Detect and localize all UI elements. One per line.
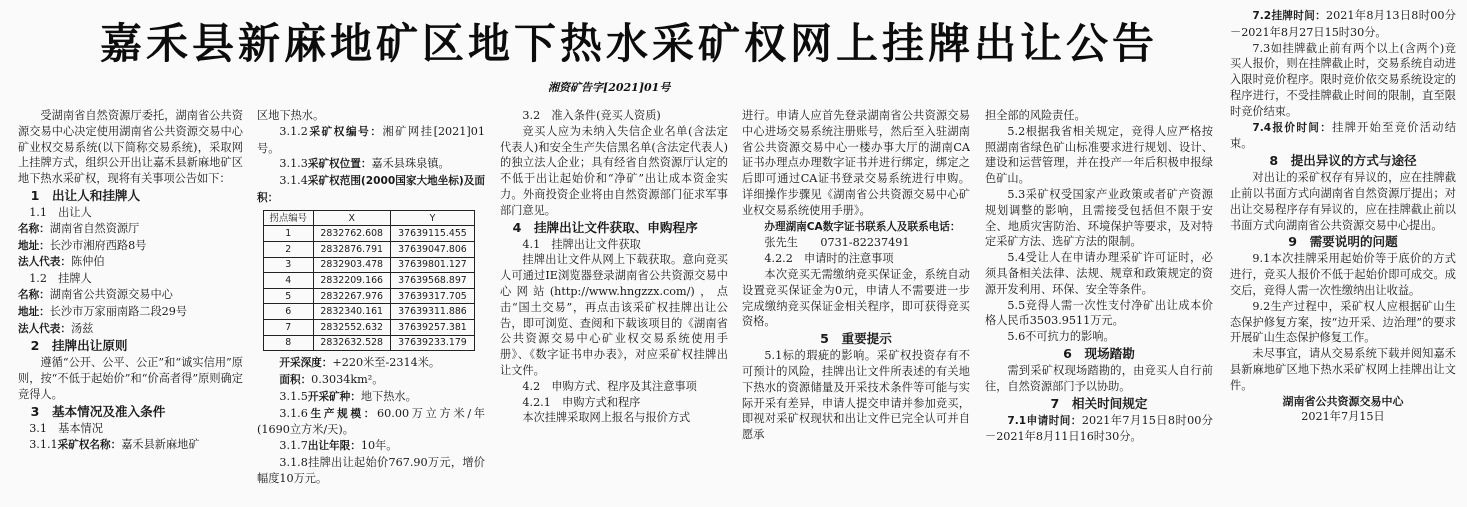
coordinate-table [263,210,475,351]
column-6 [1230,8,1456,503]
section-7-1: 7.1申请时间：2021年7月15日8时00分－2021年8月11日16时30分。 [985,413,1213,444]
section-5-3: 5.3采矿权受国家产业政策或者矿产资源规划调整的影响，且需接受包括但不限于安全、地质灾害防治、环境保护等要求，及对特定采矿方法、选矿方法的限制。 [985,187,1213,249]
table-cell: 37639801.127 [390,257,474,273]
section-5-6: 5.6不可抗力的影响。 [1007,330,1115,344]
section-2-heading: 2 挂牌出让原则 [30,338,128,354]
section-3-2-text: 竞买人应为未纳入失信企业名单(含法定代表人)和安全生产失信黑名单(含法定代表人)的独立法人企业；具有经省自然资源厅认定的不低于出让起始价和“净矿”出让成本资金实力。外商投资企业将由自然资源部门征求军事部门意见。 [500,124,728,217]
section-7-2: 7.2挂牌时间：2021年8月13日8时00分－2021年8月27日15时30分。 [1230,9,1456,39]
table-cell: 2832762.608 [313,226,390,242]
notice-date: 2021年7月15日 [1301,410,1385,424]
table-cell: 6 [264,304,314,320]
table-cell: 5 [264,288,314,304]
table-row [264,257,475,273]
section-5-1: 5.1标的瑕疵的影响。采矿权投资存有不可预计的风险，挂牌出让文件所表述的有关地下热水的资源储量及开采技术条件等可能与实际开采有差异，申请人提交申请并参加竞买，即视对采矿权现状和出让文件已完全认可并自愿承 [742,349,970,442]
section-4-2-1-text: 本次挂牌采取网上报名与报价方式 [522,411,691,425]
section-3-1-2: 3.1.2采矿权编号：湘矿网挂[2021]01号。 [257,124,485,155]
table-header-cell: X [313,210,390,226]
table-row [264,273,475,289]
section-9-heading: 9 需要说明的问题 [1288,234,1398,250]
section-3-1-1: 3.1.1采矿权名称：嘉禾县新麻地矿 [29,437,200,451]
table-cell: 37639257.381 [390,319,474,335]
table-cell: 37639317.705 [390,288,474,304]
table-cell: 4 [264,273,314,289]
signer: 湖南省公共资源交易中心 [1282,394,1404,408]
table-row [264,304,475,320]
section-4-2: 4.2 申购方式、程序及其注意事项 [522,379,697,393]
section-3-1-3: 3.1.3采矿权位置：嘉禾县珠泉镇。 [279,157,450,171]
notice-title: 嘉禾县新麻地矿区地下热水采矿权网上挂牌出让公告 [100,19,1159,68]
section-1-2: 1.2 挂牌人 [29,272,92,286]
section-5-4: 5.4受让人在申请办理采矿许可证时，必须具备相关法律、法规、规章和政策规定的资源开发利用、环保、安全等条件。 [985,251,1213,296]
table-cell: 2832340.161 [313,304,390,320]
section-6-heading: 6 现场踏勘 [1063,345,1135,361]
table-cell: 7 [264,319,314,335]
section-5-2: 5.2根据我省相关规定，竞得人应严格按照湖南省绿色矿山标准要求进行规划、设计、建设和运营管理，并在投产一年后积极申报绿色矿山。 [985,124,1213,186]
section-3-1-1-continued: 区地下热水。 [257,109,325,122]
table-cell: 37639115.455 [390,226,474,242]
grantor-representative: 法人代表：陈仲伯 [18,255,105,269]
table-row [264,319,475,335]
section-3-1-7: 3.1.7出让年限：10年。 [279,439,398,453]
table-header-cell: 拐点编号 [264,210,314,226]
section-9-2: 9.2生产过程中，采矿权人应根据矿山生态保护修复方案，按“边开采、边治理”的要求开展矿山生态保护修复工作。 [1230,299,1456,345]
section-5-5: 5.5竞得人需一次性支付净矿出让成本价格人民币3503.9511万元。 [985,298,1213,328]
table-cell: 2 [264,241,314,257]
table-cell: 1 [264,226,314,242]
section-1-1: 1.1 出让人 [29,205,92,219]
table-cell: 2832209.166 [313,273,390,289]
section-4-2-2-text: 本次竞买无需缴纳竞买保证金，系统自动设置竞买保证金为0元，申请人不需要进一步完成缴纳竞买保证金相关程序，即可获得竞买资格。 [742,267,970,329]
table-cell: 8 [264,335,314,351]
intro-paragraph: 受湖南省自然资源厅委托，湖南省公共资源交易中心决定使用湖南省公共资源交易中心矿业权交易系统(以下简称交易系统)，采取网上挂牌方式，组织公开出让嘉禾县新麻地矿区地下热水采矿权，现将有关事项公告如下： [18,109,243,186]
section-1-heading: 1 出让人和挂牌人 [30,187,141,203]
closing-paragraph: 未尽事宜，请从交易系统下载并阅知嘉禾县新麻地矿区地下热水采矿权网上挂牌出让文件。 [1230,347,1456,392]
section-7-4: 7.4报价时间：挂牌开始至竞价活动结束。 [1230,120,1456,151]
section-7-3: 7.3如挂牌截止前有两个以上(含两个)竞买人报价，则在挂牌截止时，交易系统自动进入限时竞价程序。限时竞价依交易系统设定的程序进行，不受挂牌截止时间的限制，直至限时竞价结束。 [1230,41,1456,118]
column-4 [742,108,970,503]
table-cell: 2832267.976 [313,288,390,304]
section-4-1: 4.1 挂牌出让文件获取 [522,237,641,251]
lister-representative: 法人代表：汤兹 [18,321,94,335]
table-cell: 2832876.791 [313,241,390,257]
section-3-1-8: 3.1.8挂牌出让起始价767.90万元，增价幅度10万元。 [257,455,485,485]
section-3-1: 3.1 基本情况 [29,421,103,435]
table-header-cell: Y [390,210,474,226]
section-5-1-continued: 担全部的风险责任。 [985,109,1086,122]
table-row [264,241,475,257]
table-row [264,226,475,242]
section-5-heading: 5 重要提示 [820,331,892,347]
section-4-1-text: 挂牌出让文件从网上下载获取。意向竞买人可通过IE浏览器登录湖南省公共资源交易中心网站(http://www.hngzzx.com/)，点击“国土交易”，再点击该采矿权挂牌出让公告，即可浏览、查阅和下载该项目的《湖南省公共资源交易中心矿业权交易系统使用手册》、《数字证书申办表》，对应采矿权挂牌出让文件。 [500,253,728,377]
section-3-1-6: 3.1.6生产规模：60.00万立方米/年(1690立方米/天)。 [257,406,485,437]
table-cell: 2832632.528 [313,335,390,351]
section-4-heading: 4 挂牌出让文件获取、申购程序 [512,219,698,235]
grantor-address: 地址：长沙市湘府西路8号 [18,238,147,252]
section-6-text: 需到采矿权现场踏勘的，由竞买人自行前往，自然资源部门予以协助。 [985,363,1213,393]
section-3-1-5: 3.1.5开采矿种：地下热水。 [279,389,417,403]
column-5 [985,108,1213,503]
section-8-text: 对出让的采矿权存有异议的，应在挂牌截止前以书面方式向湖南省自然资源厅提出；对出让交易程序存有异议的，应在挂牌截止前以书面方式向湖南省公共资源交易中心提出。 [1230,171,1456,232]
section-9-1: 9.1本次挂牌采用起始价等于底价的方式进行，竞买人报价不低于起始价即可成交。成交后，竞得人需一次性缴纳出让收益。 [1230,252,1456,297]
table-cell: 37639233.179 [390,335,474,351]
lister-address: 地址：长沙市万家丽南路二段29号 [18,304,188,318]
document-number: 湘资矿告字[2021]01号 [548,81,671,94]
section-3-heading: 3 基本情况及准入条件 [30,403,166,419]
section-4-2-1-continued: 进行。申请人应首先登录湖南省公共资源交易中心进场交易系统注册账号，然后至入驻湖南省公共资源交易中心一楼办事大厅的湖南CA证书办理点办理数字证书并进行绑定，绑定之后即可通过CA证书登录交易系统进行申购。详细操作步骤见《湖南省公共资源交易中心矿业权交易系统使用手册》。 [742,109,970,217]
lister-name: 名称：湖南省公共资源交易中心 [18,287,173,301]
section-8-heading: 8 提出异议的方式与途径 [1269,153,1417,169]
table-cell: 37639568.897 [390,273,474,289]
column-3 [500,108,728,503]
table-row [264,288,475,304]
section-2-text: 遵循“公开、公平、公正”和“诚实信用”原则，按“不低于起始价”和“价高者得”原则确定竞得人。 [18,356,243,401]
mining-area: 面积：0.3034km²。 [279,372,384,386]
table-header-row [264,210,475,226]
grantor-name: 名称：湖南省自然资源厅 [18,221,140,235]
table-cell: 2832903.478 [313,257,390,273]
table-cell: 37639047.806 [390,241,474,257]
section-4-2-1: 4.2.1 申购方式和程序 [522,395,641,409]
section-3-2: 3.2 准入条件(竞买人资质) [522,109,661,122]
ca-contact-heading: 办理湖南CA数字证书联系人及联系电话： [764,220,961,233]
section-3-1-4: 3.1.4采矿权范围(2000国家大地坐标)及面积： [257,174,485,204]
ca-contact-phone: 张先生 0731-82237491 [764,236,910,250]
section-7-heading: 7 相关时间规定 [1050,395,1148,411]
column-1 [18,108,243,503]
mining-depth: 开采深度：+220米至-2314米。 [279,356,441,370]
table-cell: 37639311.886 [390,304,474,320]
section-4-2-2: 4.2.2 申请时的注意事项 [764,252,894,266]
table-cell: 3 [264,257,314,273]
table-cell: 2832552.632 [313,319,390,335]
column-2 [257,108,485,503]
table-row [264,335,475,351]
